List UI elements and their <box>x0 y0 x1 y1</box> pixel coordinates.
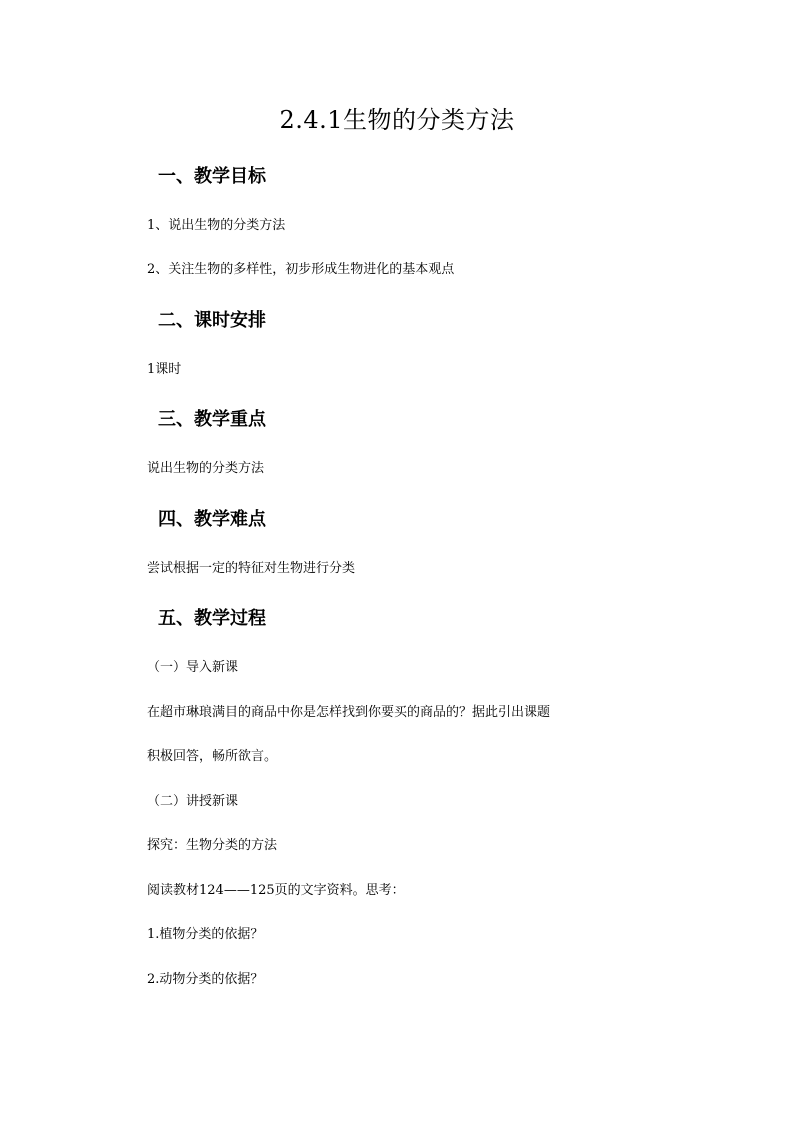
section-heading-goals: 一、教学目标 <box>158 166 266 187</box>
process-part2-line-3: 1.植物分类的依据？ <box>147 927 264 942</box>
document-title: 2.4.1生物的分类方法 <box>279 106 515 134</box>
goal-item-1: 1、说出生物的分类方法 <box>147 218 286 233</box>
section-heading-difficulties: 四、教学难点 <box>158 509 266 530</box>
difficulties-text: 尝试根据一定的特征对生物进行分类 <box>147 561 356 576</box>
process-part2-line-1: 探究：生物分类的方法 <box>147 838 278 853</box>
process-part1-line-2: 积极回答，畅所欲言。 <box>147 749 278 764</box>
section-heading-schedule: 二、课时安排 <box>158 310 266 331</box>
process-part2-line-2: 阅读教材124——125页的文字资料。思考： <box>147 883 405 898</box>
key-points-text: 说出生物的分类方法 <box>147 461 265 476</box>
process-part1-title: （一）导入新课 <box>147 660 239 675</box>
section-heading-key-points: 三、教学重点 <box>158 409 266 430</box>
goal-item-2: 2、关注生物的多样性，初步形成生物进化的基本观点 <box>147 262 455 277</box>
schedule-text: 1课时 <box>147 362 182 377</box>
process-part2-line-4: 2.动物分类的依据？ <box>147 972 264 987</box>
process-part1-line-1: 在超市琳琅满目的商品中你是怎样找到你要买的商品的？据此引出课题 <box>147 705 551 720</box>
section-heading-process: 五、教学过程 <box>158 608 266 629</box>
process-part2-title: （二）讲授新课 <box>147 794 239 809</box>
